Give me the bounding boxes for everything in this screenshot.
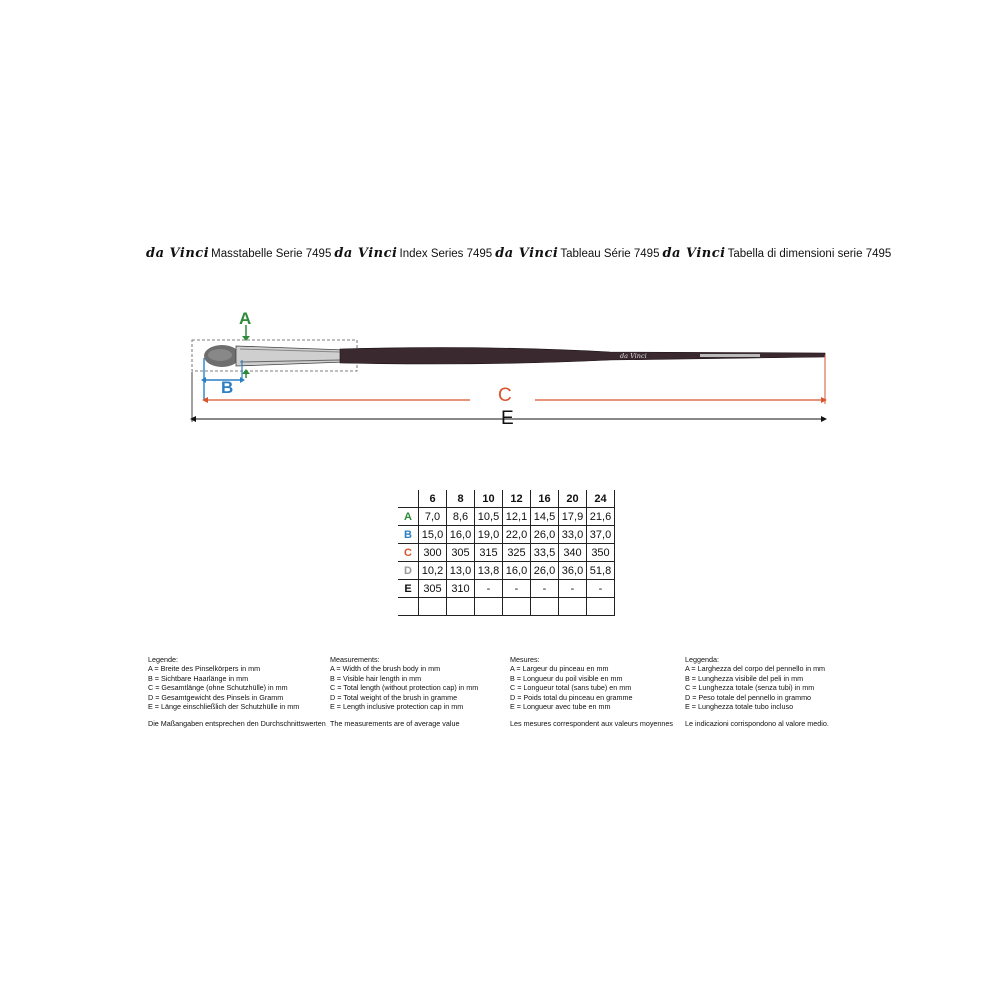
size-header: 12 xyxy=(503,490,531,508)
series-title-line xyxy=(146,246,892,266)
size-header: 20 xyxy=(559,490,587,508)
table-cell: 10,5 xyxy=(475,508,503,526)
row-label: E xyxy=(398,580,419,598)
table-cell: 8,6 xyxy=(447,508,475,526)
legend-block xyxy=(685,655,865,729)
legend-line: E = Longueur avec tube en mm xyxy=(510,702,611,712)
table-cell: 19,0 xyxy=(475,526,503,544)
legend-line: C = Gesamtlänge (ohne Schutzhülle) in mm xyxy=(148,683,288,693)
row-label: D xyxy=(398,562,419,580)
legend-line: A = Width of the brush body in mm xyxy=(330,664,441,674)
legend-line: C = Longueur total (sans tube) en mm xyxy=(510,683,632,693)
table-cell: 310 xyxy=(447,580,475,598)
legend-line: E = Länge einschließlich der Schutzhülle in mm xyxy=(148,702,300,712)
brand-logo: da Vinci xyxy=(334,246,398,261)
row-label: B xyxy=(398,526,419,544)
table-cell: - xyxy=(475,580,503,598)
legend-line: D = Peso totale del pennello in grammo xyxy=(685,692,812,702)
table-cell: 33,0 xyxy=(559,526,587,544)
legend-title: Measurements: xyxy=(330,655,380,664)
legend-line: B = Visible hair length in mm xyxy=(330,673,422,683)
legend-title: Leggenda: xyxy=(685,655,719,664)
table-cell: 51,8 xyxy=(587,562,615,580)
size-header: 16 xyxy=(531,490,559,508)
table-cell: 21,6 xyxy=(587,508,615,526)
table-cell: 13,0 xyxy=(447,562,475,580)
legend-line: C = Lunghezza totale (senza tubi) in mm xyxy=(685,683,815,693)
table-cell: 22,0 xyxy=(503,526,531,544)
row-label: A xyxy=(398,508,419,526)
table-row xyxy=(398,544,615,562)
table-corner xyxy=(398,490,419,508)
handle-imprint: da Vinci xyxy=(620,352,647,360)
legend-block xyxy=(330,655,510,729)
legend-line: E = Length inclusive protection cap in mm xyxy=(330,702,464,712)
table-cell: 305 xyxy=(419,580,447,598)
table-cell: 14,5 xyxy=(531,508,559,526)
table-cell xyxy=(419,598,447,616)
table-row xyxy=(398,580,615,598)
table-cell xyxy=(503,598,531,616)
dimension-label-e: E xyxy=(501,408,514,429)
brand-logo: da Vinci xyxy=(146,246,210,261)
legend-line: D = Poids total du pinceau en gramme xyxy=(510,692,633,702)
legend-line: A = Larghezza del corpo del pennello in mm xyxy=(685,664,826,674)
legend-line: A = Breite des Pinselkörpers in mm xyxy=(148,664,261,674)
legend-line: E = Lunghezza totale tubo incluso xyxy=(685,702,794,712)
handle-barcode xyxy=(700,354,760,357)
title-italian: Tabella di dimensioni serie 7495 xyxy=(727,248,892,260)
title-german: Masstabelle Serie 7495 xyxy=(211,248,332,260)
title-english: Index Series 7495 xyxy=(399,248,493,260)
legend-line: B = Sichtbare Haarlänge in mm xyxy=(148,673,249,683)
table-row xyxy=(398,508,615,526)
table-cell xyxy=(531,598,559,616)
table-cell: - xyxy=(531,580,559,598)
legend-note: The measurements are of average value xyxy=(330,719,460,729)
table-cell: 13,8 xyxy=(475,562,503,580)
size-header: 24 xyxy=(587,490,615,508)
dimension-label-b: B xyxy=(221,378,234,397)
table-cell: 305 xyxy=(447,544,475,562)
table-row xyxy=(398,562,615,580)
legend-block xyxy=(148,655,328,729)
table-cell xyxy=(587,598,615,616)
legend-title: Mesures: xyxy=(510,655,540,664)
dimension-label-c: C xyxy=(498,385,512,406)
table-row xyxy=(398,526,615,544)
legend-line: D = Total weight of the brush in gramme xyxy=(330,692,458,702)
legend-note: Les mesures correspondent aux valeurs moyennes xyxy=(510,719,674,729)
table-cell: 17,9 xyxy=(559,508,587,526)
table-cell: 315 xyxy=(475,544,503,562)
size-header: 6 xyxy=(419,490,447,508)
table-cell: 10,2 xyxy=(419,562,447,580)
table-cell: 26,0 xyxy=(531,562,559,580)
legend-note: Die Maßangaben entsprechen den Durchschnittswerten xyxy=(148,719,326,729)
legend-block xyxy=(510,655,690,729)
legend-line: C = Total length (without protection cap) in mm xyxy=(330,683,479,693)
brush-diagram xyxy=(180,300,840,440)
table-cell: 15,0 xyxy=(419,526,447,544)
table-cell: 12,1 xyxy=(503,508,531,526)
table-cell: - xyxy=(559,580,587,598)
dimension-label-a: A xyxy=(239,309,252,328)
table-cell xyxy=(559,598,587,616)
legend-line: B = Lunghezza visibile del peli in mm xyxy=(685,673,804,683)
row-label: C xyxy=(398,544,419,562)
table-cell: 16,0 xyxy=(447,526,475,544)
legend-line: D = Gesamtgewicht des Pinsels in Gramm xyxy=(148,692,284,702)
table-cell: 36,0 xyxy=(559,562,587,580)
table-cell: 300 xyxy=(419,544,447,562)
legend-title: Legende: xyxy=(148,655,178,664)
row-label xyxy=(398,598,419,616)
table-row xyxy=(398,598,615,616)
size-header: 10 xyxy=(475,490,503,508)
legend-line: B = Longueur du poil visible en mm xyxy=(510,673,623,683)
table-cell: 16,0 xyxy=(503,562,531,580)
table-header-row xyxy=(398,490,615,508)
legend-line: A = Largeur du pinceau en mm xyxy=(510,664,609,674)
title-french: Tableau Série 7495 xyxy=(560,248,660,260)
table-cell: 340 xyxy=(559,544,587,562)
size-header: 8 xyxy=(447,490,475,508)
dimensions-table xyxy=(398,490,615,616)
table-cell: 33,5 xyxy=(531,544,559,562)
table-cell: 26,0 xyxy=(531,526,559,544)
table-cell: 350 xyxy=(587,544,615,562)
table-cell: - xyxy=(587,580,615,598)
dimensions-table-container xyxy=(398,490,615,616)
brand-logo: da Vinci xyxy=(495,246,559,261)
brand-logo: da Vinci xyxy=(662,246,726,261)
table-cell: 37,0 xyxy=(587,526,615,544)
table-cell: 7,0 xyxy=(419,508,447,526)
table-cell: 325 xyxy=(503,544,531,562)
table-cell xyxy=(475,598,503,616)
table-cell xyxy=(447,598,475,616)
table-cell: - xyxy=(503,580,531,598)
legend-note: Le indicazioni corrispondono al valore medio. xyxy=(685,719,829,729)
